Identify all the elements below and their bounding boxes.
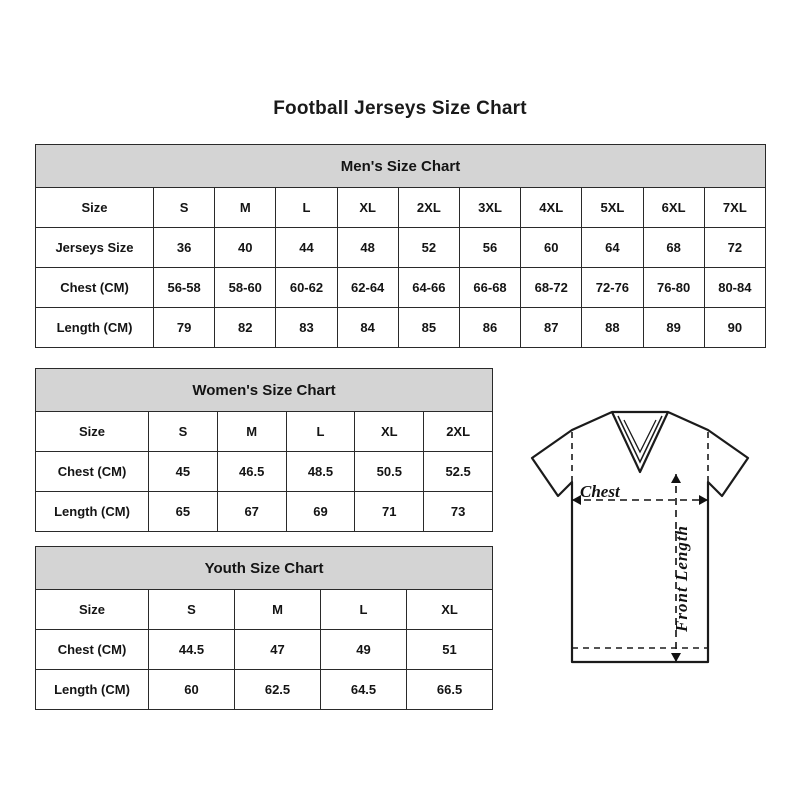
table-cell: 69 [286, 492, 355, 532]
table-cell: 87 [521, 308, 582, 348]
table-row [36, 412, 493, 452]
table-cell: 68-72 [521, 268, 582, 308]
table-cell: XL [337, 188, 398, 228]
table-cell: 56-58 [154, 268, 215, 308]
table-cell: 60-62 [276, 268, 337, 308]
table-cell: 36 [154, 228, 215, 268]
table-cell: 5XL [582, 188, 643, 228]
row-label: Size [36, 188, 154, 228]
table-cell: 76-80 [643, 268, 704, 308]
table-cell: 49 [321, 630, 407, 670]
table-cell: 86 [459, 308, 520, 348]
table-caption-row [36, 369, 493, 412]
table-cell: L [276, 188, 337, 228]
table-cell: 62.5 [235, 670, 321, 710]
page-title: Football Jerseys Size Chart [273, 98, 527, 119]
table-cell: S [149, 412, 218, 452]
table-cell: 64 [582, 228, 643, 268]
front-length-measure-label: Front Length [672, 525, 691, 632]
tshirt-outline-icon [500, 400, 780, 700]
table-cell: 51 [407, 630, 493, 670]
table-cell: 66.5 [407, 670, 493, 710]
table-row [36, 492, 493, 532]
table-cell: 80-84 [704, 268, 765, 308]
table-cell: M [235, 590, 321, 630]
table-row [36, 452, 493, 492]
table-cell: 48 [337, 228, 398, 268]
table-row [36, 228, 766, 268]
row-label: Length (CM) [36, 670, 149, 710]
table-cell: 44.5 [149, 630, 235, 670]
table-cell: 79 [154, 308, 215, 348]
table-cell: XL [355, 412, 424, 452]
table-cell: 4XL [521, 188, 582, 228]
mens-table-body [36, 145, 766, 348]
table-cell: 52 [398, 228, 459, 268]
table-cell: 3XL [459, 188, 520, 228]
table-cell: 72 [704, 228, 765, 268]
table-cell: 68 [643, 228, 704, 268]
womens-table-body [36, 369, 493, 532]
womens-size-chart-table [35, 368, 493, 532]
table-cell: L [321, 590, 407, 630]
table-cell: 85 [398, 308, 459, 348]
table-caption-row [36, 547, 493, 590]
table-cell: 44 [276, 228, 337, 268]
chest-measure-label: Chest [580, 482, 620, 501]
table-cell: 50.5 [355, 452, 424, 492]
table-cell: 60 [149, 670, 235, 710]
table-cell: M [215, 188, 276, 228]
table-cell: 88 [582, 308, 643, 348]
mens-size-chart-table [35, 144, 766, 348]
table-cell: 66-68 [459, 268, 520, 308]
table-cell: 45 [149, 452, 218, 492]
table-row [36, 268, 766, 308]
table-cell: 40 [215, 228, 276, 268]
table-cell: XL [407, 590, 493, 630]
table-caption-row [36, 145, 766, 188]
table-cell: 6XL [643, 188, 704, 228]
table-cell: 83 [276, 308, 337, 348]
table-cell: S [149, 590, 235, 630]
table-cell: 64.5 [321, 670, 407, 710]
table-cell: 72-76 [582, 268, 643, 308]
table-row [36, 188, 766, 228]
table-cell: 90 [704, 308, 765, 348]
table-cell: 52.5 [424, 452, 493, 492]
womens-caption: Women's Size Chart [36, 369, 493, 412]
table-cell: 46.5 [217, 452, 286, 492]
row-label: Size [36, 412, 149, 452]
table-cell: S [154, 188, 215, 228]
youth-size-chart-table [35, 546, 493, 710]
row-label: Jerseys Size [36, 228, 154, 268]
table-cell: 65 [149, 492, 218, 532]
table-cell: 71 [355, 492, 424, 532]
table-cell: 58-60 [215, 268, 276, 308]
mens-caption: Men's Size Chart [36, 145, 766, 188]
row-label: Length (CM) [36, 492, 149, 532]
table-cell: 56 [459, 228, 520, 268]
table-cell: L [286, 412, 355, 452]
youth-table-body [36, 547, 493, 710]
youth-caption: Youth Size Chart [36, 547, 493, 590]
row-label: Chest (CM) [36, 268, 154, 308]
table-cell: 2XL [398, 188, 459, 228]
table-cell: 47 [235, 630, 321, 670]
table-cell: 67 [217, 492, 286, 532]
table-row [36, 308, 766, 348]
table-row [36, 630, 493, 670]
table-cell: 48.5 [286, 452, 355, 492]
table-cell: 60 [521, 228, 582, 268]
row-label: Chest (CM) [36, 452, 149, 492]
table-cell: 89 [643, 308, 704, 348]
row-label: Size [36, 590, 149, 630]
row-label: Chest (CM) [36, 630, 149, 670]
table-row [36, 670, 493, 710]
table-cell: 7XL [704, 188, 765, 228]
table-cell: 62-64 [337, 268, 398, 308]
table-cell: 2XL [424, 412, 493, 452]
table-row [36, 590, 493, 630]
table-cell: 73 [424, 492, 493, 532]
table-cell: 84 [337, 308, 398, 348]
table-cell: 64-66 [398, 268, 459, 308]
table-cell: M [217, 412, 286, 452]
row-label: Length (CM) [36, 308, 154, 348]
table-cell: 82 [215, 308, 276, 348]
